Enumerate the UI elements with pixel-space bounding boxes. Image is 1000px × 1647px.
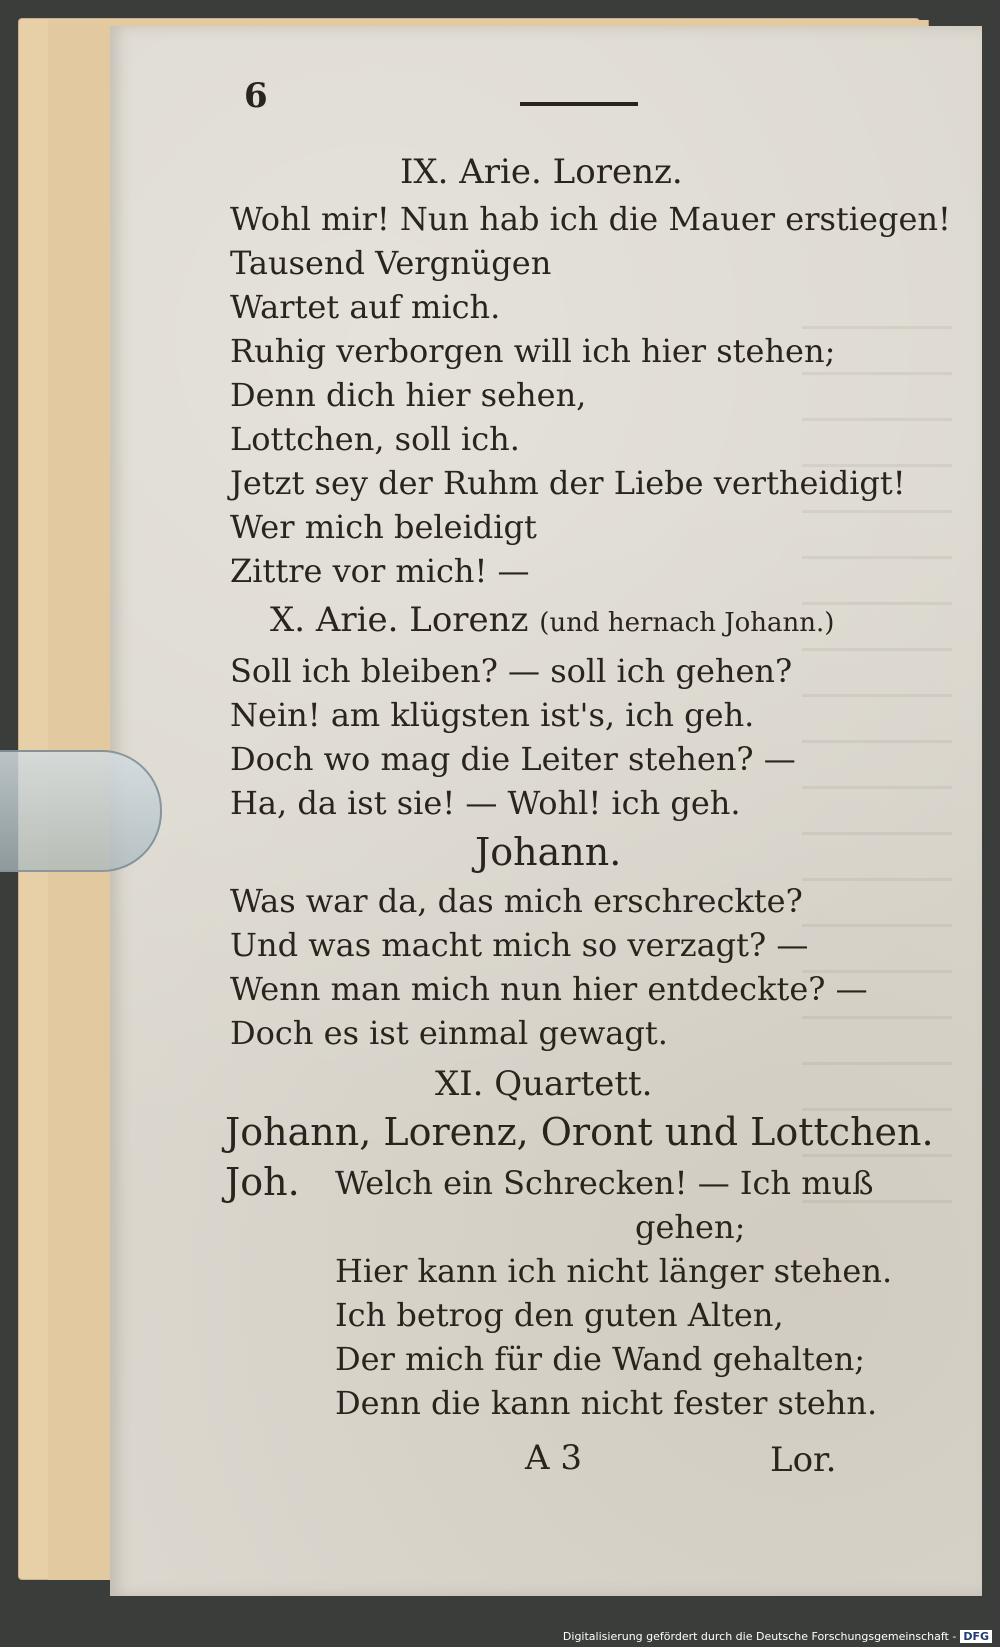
printer-signature: A 3: [525, 1438, 582, 1478]
page-number: 6: [244, 76, 268, 116]
section-heading-x-note: (und hernach Johann.): [539, 608, 835, 638]
verse-line: Wenn man mich nun hier entdeckte? —: [230, 970, 868, 1008]
verse-line: Wartet auf mich.: [230, 288, 501, 326]
verse-line: gehen;: [635, 1208, 746, 1246]
verse-line: Denn dich hier sehen,: [230, 376, 587, 414]
digitization-credit: [563, 1630, 992, 1643]
verse-line: Doch es ist einmal gewagt.: [230, 1014, 668, 1052]
verse-line: Ich betrog den guten Alten,: [335, 1296, 784, 1334]
verse-line: Welch ein Schrecken! — Ich muß: [335, 1164, 874, 1202]
verse-line: Ruhig verborgen will ich hier stehen;: [230, 332, 836, 370]
verse-line: Zittre vor mich! —: [230, 552, 530, 590]
verse-line: Lottchen, soll ich.: [230, 420, 520, 458]
section-heading-ix: IX. Arie. Lorenz.: [400, 152, 683, 192]
verse-line: Wohl mir! Nun hab ich die Mauer erstiegen!: [230, 200, 951, 238]
verse-line: Und was macht mich so verzagt? —: [230, 926, 809, 964]
show-through-text: [802, 326, 952, 1226]
header-rule: [520, 102, 638, 106]
section-heading-xi: XI. Quartett.: [435, 1064, 653, 1104]
dfg-logo: DFG: [960, 1630, 992, 1643]
verse-line: Tausend Vergnügen: [230, 244, 552, 282]
section-heading-johann: Johann.: [475, 830, 622, 874]
verse-line: Wer mich beleidigt: [230, 508, 537, 546]
verse-line: Der mich für die Wand gehalten;: [335, 1340, 866, 1378]
verse-line: Ha, da ist sie! — Wohl! ich geh.: [230, 784, 741, 822]
verse-line: Denn die kann nicht fester stehn.: [335, 1384, 878, 1422]
verse-line: Jetzt sey der Ruhm der Liebe vertheidigt!: [230, 464, 906, 502]
section-heading-x-title: X. Arie. Lorenz: [270, 600, 529, 640]
verse-line: Soll ich bleiben? — soll ich gehen?: [230, 652, 793, 690]
verse-line: Was war da, das mich erschreckte?: [230, 882, 803, 920]
credit-text: Digitalisierung gefördert durch die Deutsche Forschungsgemeinschaft -: [562, 1630, 957, 1643]
verse-line: Doch wo mag die Leiter stehen? —: [230, 740, 796, 778]
verse-line: Hier kann ich nicht länger stehen.: [335, 1252, 893, 1290]
cast-list: Johann, Lorenz, Oront und Lottchen.: [225, 1110, 934, 1154]
page-clip: [0, 750, 162, 872]
catchword: Lor.: [770, 1440, 837, 1480]
speaker-label: Joh.: [225, 1160, 300, 1204]
verse-line: Nein! am klügsten ist's, ich geh.: [230, 696, 755, 734]
section-heading-x: [270, 600, 834, 640]
